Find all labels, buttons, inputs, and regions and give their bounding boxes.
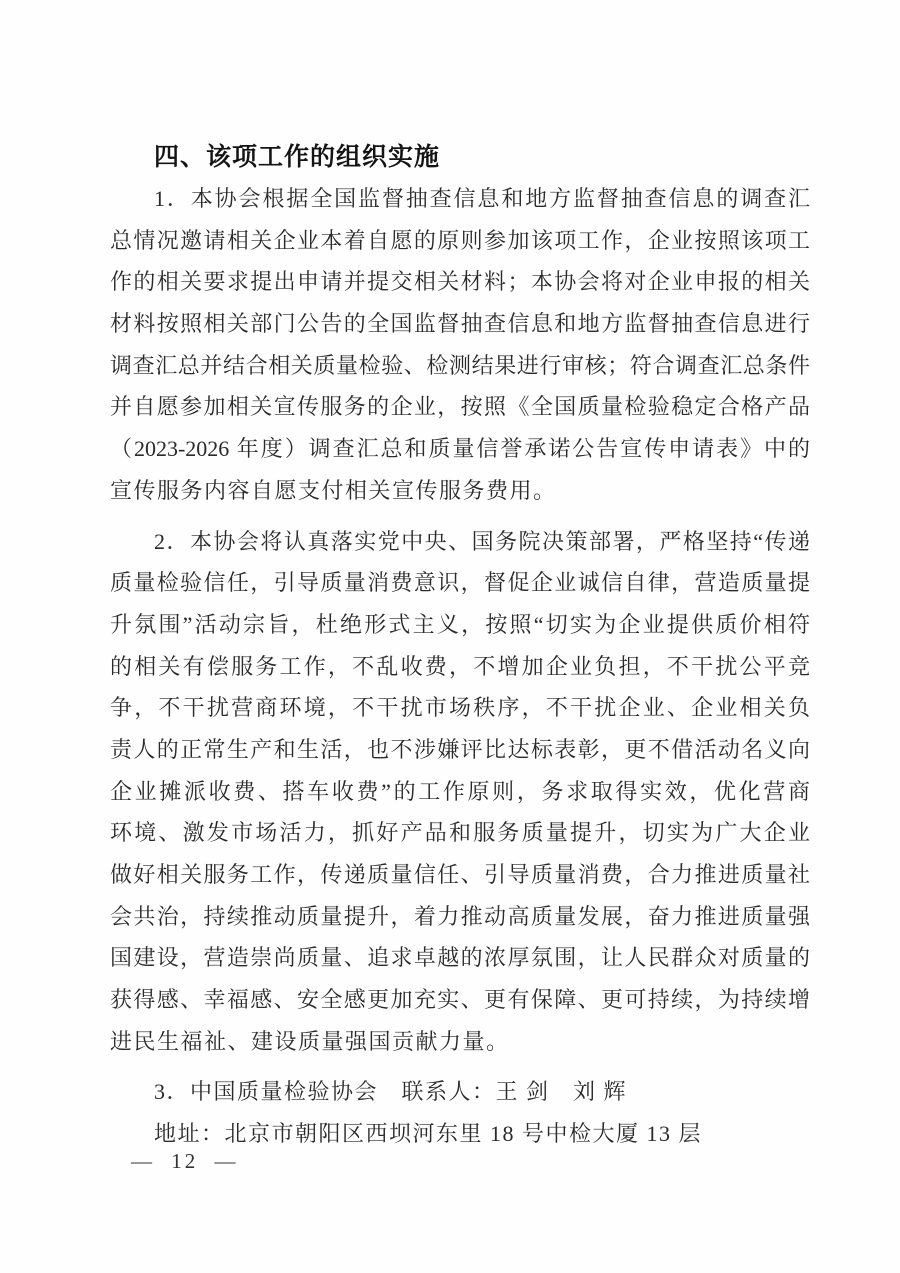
text-line: 2．本协会将认真落实党中央、国务院决策部署，严格坚持“传递 (154, 528, 810, 554)
document-body (110, 140, 810, 1155)
contact-line: 3．中国质量检验协会 联系人：王 剑 刘 辉 (154, 1079, 628, 1105)
text-line: 获得感、幸福感、安全感更加充实、更有保障、更可持续，为持续增 (110, 987, 810, 1013)
text-line: 作的相关要求提出申请并提交相关材料；本协会将对企业申报的相关 (110, 269, 810, 295)
text-line: 进民生福祉、建设质量强国贡献力量。 (110, 1028, 510, 1054)
text-line: 质量检验信任，引导质量消费意识，督促企业诚信自律，营造质量提 (110, 570, 810, 596)
address-line: 地址：北京市朝阳区西坝河东里 18 号中检大厦 13 层 (154, 1121, 703, 1147)
text-line: （2023-2026 年度）调查汇总和质量信誉承诺公告宣传申请表》中的 (110, 436, 810, 462)
text-line: 1．本协会根据全国监督抽查信息和地方监督抽查信息的调查汇 (154, 186, 810, 211)
text-line: 并自愿参加相关宣传服务的企业，按照《全国质量检验稳定合格产品 (110, 394, 810, 420)
text-line: 升氛围”活动宗旨，杜绝形式主义，按照“切实为企业提供质价相符 (110, 611, 810, 637)
text-line: 宣传服务内容自愿支付相关宣传服务费用。 (110, 477, 557, 503)
text-line: 企业摊派收费、搭车收费”的工作原则，务求取得实效，优化营商 (110, 778, 810, 804)
text-line: 总情况邀请相关企业本着自愿的原则参加该项工作，企业按照该项工 (110, 227, 810, 253)
text-line: 环境、激发市场活力，抓好产品和服务质量提升，切实为广大企业 (110, 820, 810, 846)
section-heading: 四、该项工作的组织实施 (154, 143, 441, 171)
text-line: 的相关有偿服务工作，不乱收费，不增加企业负担，不干扰公平竞 (110, 653, 810, 679)
text-line: 做好相关服务工作，传递质量信任、引导质量消费，合力推进质量社 (110, 862, 810, 887)
text-line: 争，不干扰营商环境，不干扰市场秩序，不干扰企业、企业相关负 (110, 695, 810, 721)
page-number: — 12 — (131, 1149, 239, 1173)
text-line: 材料按照相关部门公告的全国监督抽查信息和地方监督抽查信息进行 (110, 311, 810, 337)
text-line: 国建设，营造崇尚质量、追求卓越的浓厚氛围，让人民群众对质量的 (110, 945, 810, 971)
text-line: 责人的正常生产和生活，也不涉嫌评比达标表彰，更不借活动名义向 (110, 736, 810, 762)
text-line: 会共治，持续推动质量提升，着力推动高质量发展，奋力推进质量强 (110, 903, 810, 929)
text-line: 调查汇总并结合相关质量检验、检测结果进行审核；符合调查汇总条件 (110, 352, 810, 378)
